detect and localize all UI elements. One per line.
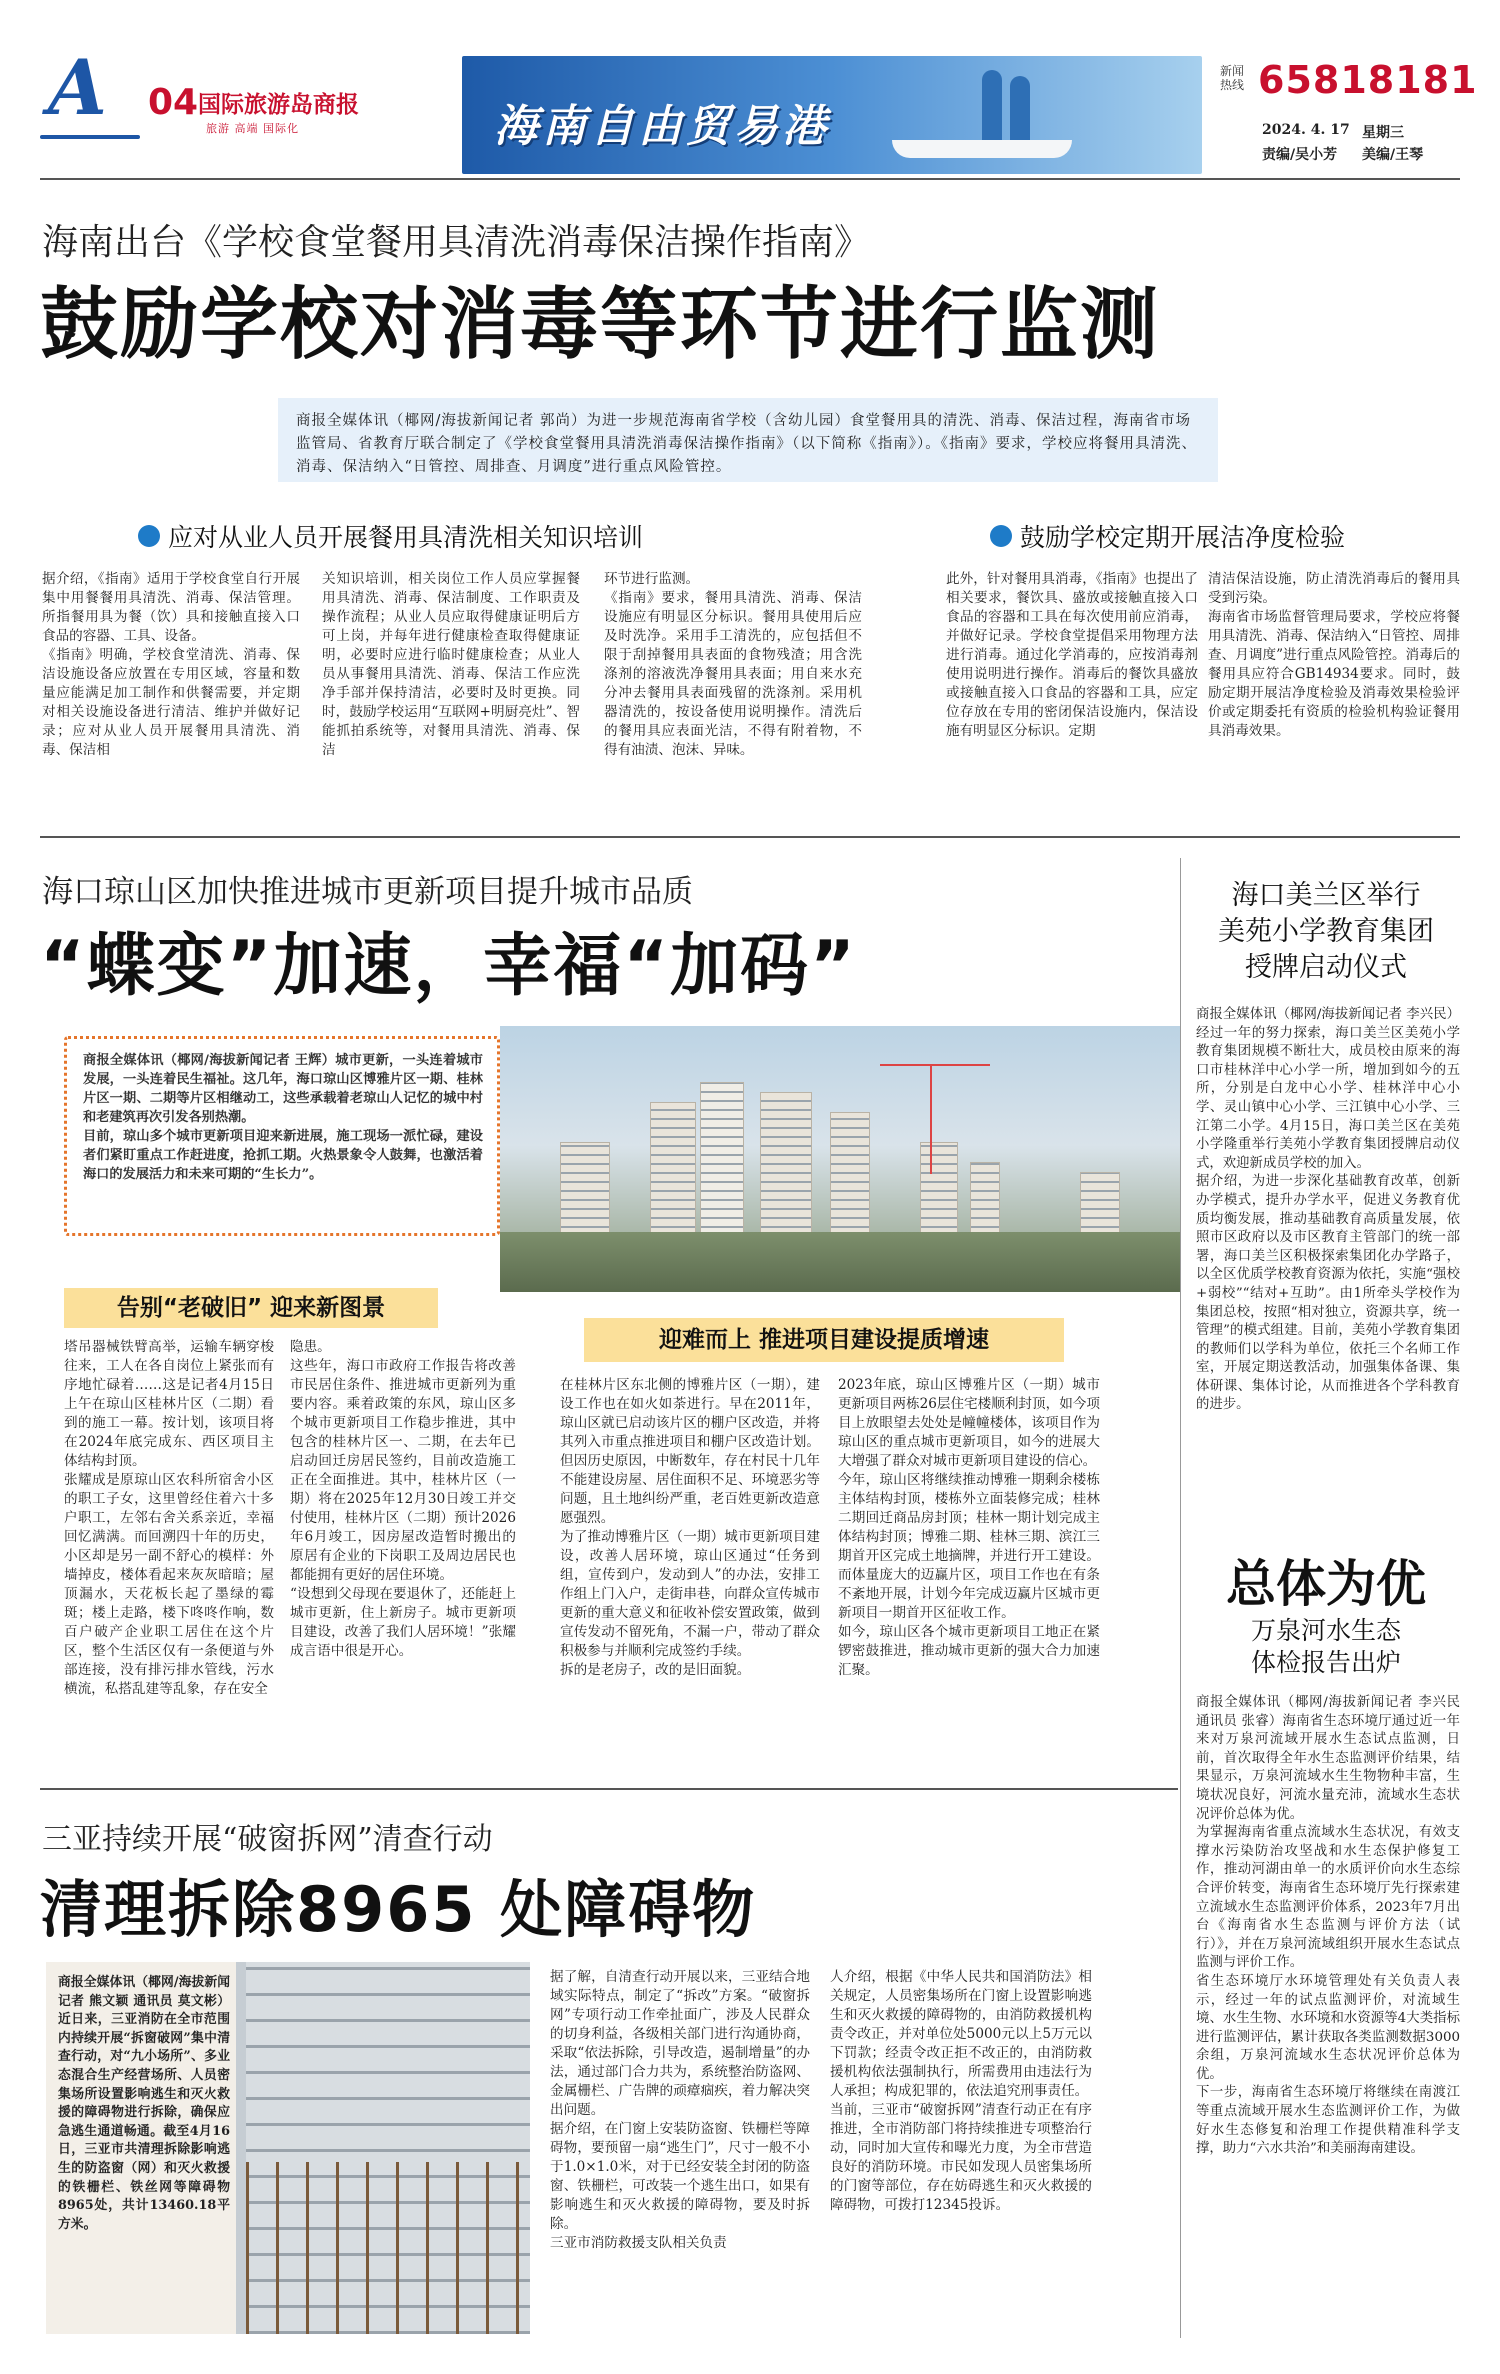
article2-tag2: 迎难而上 推进项目建设提质增速: [584, 1318, 1064, 1362]
hotline-label: 新闻热线: [1220, 64, 1245, 92]
section-letter: A: [48, 43, 107, 132]
section2-title: 鼓励学校定期开展洁净度检验: [1020, 523, 1346, 552]
article2-bottom-rule: [40, 1788, 1178, 1790]
article1-col1: 据介绍，《指南》适用于学校食堂自行开展集中用餐餐用具清洗、消毒、保洁管理。所指餐用具为餐（饮）具和接触直接入口食品的容器、工具、设备。 《指南》明确，学校食堂清洗、消毒、保洁设施设备应放置在专用区域，容量和数量应能满足加工制作和供餐需要，并定期对相关设施设备进行清洁、维护并做好记录；应对从业人员开展餐用具清洗、消毒、保洁相: [42, 571, 300, 758]
side2-title-1: 万泉河水生态: [1250, 1616, 1401, 1645]
issue-weekday: 星期三: [1362, 125, 1404, 141]
paper-brand-sub: 旅游 高端 国际化: [206, 122, 299, 135]
article3-lead-panel: [46, 1962, 530, 2334]
side1-body: 商报全媒体讯（椰网/海拔新闻记者 李兴民）经过一年的努力探索，海口美兰区美苑小学教育集团规模不断壮大，成员校由原来的海口市桂林洋中心小学一所，增加到如今的五所，分别是白龙中心小学、桂林洋中心小学、灵山镇中心小学、三江镇中心小学、三江第二小学。4月15日，海口美兰区在美苑小学隆重举行美苑小学教育集团授牌启动仪式，欢迎新成员学校的加入。 据介绍，为进一步深化基础教育改革，创新办学模式，提升办学水平，促进义务教育优质均衡发展，推动基础教育高质量发展，依照市区政府以及市区教育主管部门的统一部署，海口美兰区积极探索集团化办学路子，以全区优质学校教育资源为依托，实施“强校+弱校”“结对+互助”。由1所牵头学校作为集团总校，按照“相对独立，资源共享，统一管理”的模式组建。目前，美苑小学教育集团的教师们以学科为单位，依托三个名师工作室，开展定期送教活动，加强集体备课、集体研课、集体讨论，从而推进各个学科教育的进步。: [1196, 1007, 1460, 1413]
editor-credit: 责编/吴小芳: [1262, 147, 1338, 163]
banner-ship: [892, 140, 1072, 158]
article3-col2: 人介绍，根据《中华人民共和国消防法》相关规定，人员密集场所在门窗上设置影响逃生和灭火救援的障碍物的，由消防救援机构责令改正，并对单位处5000元以上5万元以下罚款；经责令改正拒不改正的，由消防救援机构依法强制执行，所需费用由违法行为人承担；构成犯罪的，依法追究刑事责任。 当前，三亚市“破窗拆网”清查行动正在有序推进，全市消防部门将持续推进专项整治行动，同时加大宣传和曝光力度，为全市营造良好的消防环境。市民如发现人员密集场所的门窗等部位，存在妨碍逃生和灭火救援的障碍物，可拨打12345投诉。: [830, 1969, 1092, 2213]
photo-crane-arm: [880, 1064, 990, 1066]
photo-scaffold: [246, 2162, 530, 2334]
side1-title-3: 授牌启动仪式: [1245, 952, 1407, 983]
article1-section2: [990, 518, 1345, 554]
photo-ground: [500, 1232, 1180, 1292]
banner-tower-right: [1010, 76, 1030, 140]
article2-headline: “蝶变”加速，幸福“加码”: [40, 927, 857, 1006]
article1-lead: 商报全媒体讯（椰网/海拔新闻记者 郭尚）为进一步规范海南省学校（含幼儿园）食堂餐用具的清洗、消毒、保洁过程，海南省市场监管局、省教育厅联合制定了《学校食堂餐用具清洗消毒保洁操作指南》（以下简称《指南》）。《指南》要求，学校应将餐用具清洗、消毒、保洁纳入“日管控、周排查、月调度”进行重点风险管控。: [278, 398, 1218, 482]
article1-col5: 清洁保洁设施，防止清洗消毒后的餐用具受到污染。 海南省市场监督管理局要求，学校应将餐用具清洗、消毒、保洁纳入“日管控、周排查、月调度”进行重点风险管控。消毒后的餐用具应符合GB14934要求。同时，鼓励定期开展洁净度检验及消毒效果检验评价或定期委托有资质的检验机构验证餐用具消毒效果。: [1208, 571, 1460, 739]
section-dot-icon: [138, 525, 160, 547]
article3-kicker: 三亚持续开展“破窗拆网”清查行动: [42, 1822, 493, 1857]
banner-title: 海南自由贸易港: [494, 101, 830, 152]
sidebar-divider: [1180, 858, 1181, 2338]
article3-col1: 据了解，自清查行动开展以来，三亚结合地域实际特点，制定了“拆改”方案。“破窗拆网”专项行动工作牵扯面广，涉及人民群众的切身利益，各级相关部门进行沟通协商，采取“依法拆除，引导改造，遏制增量”的办法，通过部门合力共为，系统整治防盗网、金属栅栏、广告牌的顽瘴痼疾，着力解决突出问题。 据介绍，在门窗上安装防盗窗、铁栅栏等障碍物，要预留一扇“逃生门”，尺寸一般不小于1.0×1.0米，对于已经安装全封闭的防盗窗、铁栅栏，可改装一个逃生出口，如果有影响逃生和灭火救援的障碍物，要及时拆除。 三亚市消防救援支队相关负责: [550, 1969, 810, 2251]
article2-col1: 塔吊器械铁臂高举，运输车辆穿梭往来，工人在各自岗位上紧张而有序地忙碌着……这是记者4月15日上午在琼山区桂林片区（二期）看到的施工一幕。按计划，该项目将在2024年底完成东、西区项目主体结构封顶。 张耀成是原琼山区农科所宿舍小区的职工子女，这里曾经住着六十多户职工，左邻右舍关系亲近，幸福回忆满满。而回溯四十年的历史，小区却是另一副不舒心的模样：外墙掉皮，楼体看起来灰灰暗暗；屋顶漏水，天花板长起了墨绿的霉斑；楼上走路，楼下咚咚作响，数百户破产企业职工居住在这个片区，整个生活区仅有一条便道与外部连接，没有排污排水管线，污水横流，私搭乱建等乱象，存在安全: [64, 1339, 274, 1697]
section-underline: [40, 135, 140, 139]
side2-big-title: 总体为优: [1226, 1555, 1426, 1613]
article1-col2: 关知识培训，相关岗位工作人员应掌握餐用具清洗、消毒、保洁制度、工作职责及操作流程；从业人员应取得健康证明后方可上岗，并每年进行健康检查取得健康证明，必要时应进行临时健康检查；从业人员从事餐用具清洗、消毒、保洁工作应洗净手部并保持清洁，必要时及时更换。同时，鼓励学校运用“互联网+明厨亮灶”、智能抓拍系统等，对餐用具清洗、消毒、保洁: [322, 571, 580, 758]
masthead-rule: [40, 178, 1460, 180]
article2-col4: 2023年底，琼山区博雅片区（一期）城市更新项目两栋26层住宅楼顺利封顶，如今项目上放眼望去处处是幢幢楼体，该项目作为琼山区的重点城市更新项目，如今的进展大大增强了群众对城市更新项目建设的信心。 今年，琼山区将继续推动博雅一期剩余楼栋主体结构封顶，楼栋外立面装修完成；桂林二期回迁商品房封顶；桂林一期计划完成主体结构封顶；博雅二期、桂林三期、滨江三期首开区完成土地摘牌，并进行开工建设。而体量庞大的迈赢片区，项目工作也在有条不紊地开展，计划今年完成迈赢片区城市更新项目一期首开区征收工作。 如今，琼山区各个城市更新项目工地正在紧锣密鼓推进，推动城市更新的强大合力加速汇聚。: [838, 1377, 1100, 1678]
article2-col2: 隐患。 这些年，海口市政府工作报告将改善市民居住条件、推进城市更新列为重要内容。乘着政策的东风，琼山区多个城市更新项目工作稳步推进，其中包含的桂林片区一、二期，在去年已启动回迁房居民签约，目前改造施工正在全面推进。其中，桂林片区（一期）将在2025年12月30日竣工并交付使用，桂林片区（二期）预计2026年6月竣工，因房屋改造暂时搬出的原居有企业的下岗职工及周边居民也都能拥有更好的居住环境。 “设想到父母现在要退休了，还能赶上城市更新，住上新房子。城市更新项目建设，改善了我们人居环境！”张耀成言语中很是开心。: [290, 1339, 516, 1659]
page-number: 04: [148, 82, 199, 123]
section-dot-icon: [990, 525, 1012, 547]
article2-col3: 在桂林片区东北侧的博雅片区（一期），建设工作也在如火如荼进行。早在2011年，琼山区就已启动该片区的棚户区改造，并将其列入市重点推进项目和棚户区改造计划。但因历史原因，中断数年，存在村民十几年不能建设房屋、居住面积不足、环境恶劣等问题，且土地纠纷严重，老百姓更新改造意愿强烈。 为了推动博雅片区（一期）城市更新项目建设，改善人居环境，琼山区通过“任务到组，宣传到户，发动到人”的办法，安排工作组上门入户，走街串巷，向群众宣传城市更新的重大意义和征收补偿安置政策，做到宣传发动不留死角，不漏一户，带动了群众积极参与并顺利完成签约手续。 拆的是老房子，改的是旧面貌。: [560, 1377, 820, 1678]
article2-tag1: 告别“老破旧” 迎来新图景: [64, 1288, 438, 1328]
article2-lead-box: [64, 1036, 500, 1236]
article2-lead: 商报全媒体讯（椰网/海拔新闻记者 王辉）城市更新，一头连着城市发展，一头连着民生福祉。这几年，海口琼山区博雅片区一期、桂林片区一期、二期等片区相继动工，这些承载着老琼山人记忆的城中村和老建筑再次引发各别热潮。 目前，琼山多个城市更新项目迎来新进展，施工现场一派忙碌，建设者们紧盯重点工作赶进度，抢抓工期。火热景象令人鼓舞，也激活着海口的发展活力和未来可期的“生长力”。: [83, 1053, 483, 1182]
issue-date: 2024. 4. 17: [1262, 122, 1350, 138]
paper-brand: 国际旅游岛商报: [198, 91, 359, 118]
article1-headline: 鼓励学校对消毒等环节进行监测: [40, 280, 1161, 370]
article3-headline: 清理拆除8965 处障碍物: [40, 1873, 757, 1946]
section1-title: 应对从业人员开展餐用具清洗相关知识培训: [168, 523, 644, 552]
article1-section1: [138, 518, 643, 554]
side1-title-2: 美苑小学教育集团: [1218, 916, 1434, 947]
article2-kicker: 海口琼山区加快推进城市更新项目提升城市品质: [42, 874, 693, 910]
article1-col4: 此外，针对餐用具消毒，《指南》也提出了相关要求，餐饮具、盛放或接触直接入口食品的容器和工具在每次使用前应消毒，并做好记录。学校食堂提倡采用物理方法进行消毒。通过化学消毒的，应按消毒剂使用说明进行操作。消毒后的餐饮具盛放或接触直接入口食品的容器和工具，应定位存放在专用的密闭保洁设施内，保洁设施有明显区分标识。定期: [946, 571, 1198, 739]
hotline-number: 65818181: [1258, 58, 1478, 102]
side2-body: 商报全媒体讯（椰网/海拔新闻记者 李兴民 通讯员 张睿）海南省生态环境厅通过近一年来对万泉河流域开展水生态试点监测，日前，首次取得全年水生态监测评价结果，结果显示，万泉河流域水生生物物种丰富，生境状况良好，河流水量充沛，流域水生态状况评价总体为优。 为掌握海南省重点流域水生态状况，有效支撑水污染防治攻坚战和水生态保护修复工作，推动河湖由单一的水质评价向水生态综合评价转变，海南省生态环境厅先行探索建立流域水生态监测评价体系，2023年7月出台《海南省水生态监测与评价方法（试行）》，并在万泉河流域组织开展水生态试点监测与评价工作。 省生态环境厅水环境管理处有关负责人表示，经过一年的试点监测评价，对流域生境、水生生物、水环境和水资源等4大类指标进行监测评估，累计获取各类监测数据3000余组，万泉河流域水生态状况评价总体为优。 下一步，海南省生态环境厅将继续在南渡江等重点流域开展水生态监测评价工作，为做好水生态修复和治理工作提供精准科学支撑，助力“六水共治”和美丽海南建设。: [1196, 1695, 1460, 2157]
designer-credit: 美编/王琴: [1362, 147, 1424, 163]
article3-lead: 商报全媒体讯（椰网/海拔新闻记者 熊文颖 通讯员 莫文彬）近日来，三亚消防在全市范围内持续开展“拆窗破网”集中清查行动，对“九小场所”、多业态混合生产经营场所、人员密集场所设置影响逃生和灭火救援的障碍物进行拆除，确保应急逃生通道畅通。截至4月16日，三亚市共清理拆除影响逃生的防盗窗（网）和灭火救援的铁栅栏、铁丝网等障碍物8965处，共计13460.18平方米。: [58, 1975, 230, 2232]
banner-tower-left: [982, 70, 1002, 140]
side2-title-2: 体检报告出炉: [1250, 1648, 1401, 1677]
article1-kicker: 海南出台《学校食堂餐用具清洗消毒保洁操作指南》: [42, 222, 871, 263]
article1-col3: 环节进行监测。 《指南》要求，餐用具清洗、消毒、保洁设施应有明显区分标识。餐用具使用后应及时洗净。采用手工清洗的，应包括但不限于刮掉餐用具表面的食物残渣；用含洗涤剂的溶液洗净餐用具表面；用自来水充分冲去餐用具表面残留的洗涤剂。采用机器清洗的，按设备使用说明操作。清洗后的餐用具应表面光洁，不得有附着物，不得有油渍、泡沫、异味。: [604, 571, 862, 758]
photo-crane: [930, 1064, 932, 1174]
article2-photo: [500, 1026, 1180, 1292]
banner: [462, 56, 1202, 174]
side1-title-1: 海口美兰区举行: [1231, 880, 1421, 911]
article1-bottom-rule: [40, 836, 1460, 838]
masthead: [40, 20, 1478, 170]
